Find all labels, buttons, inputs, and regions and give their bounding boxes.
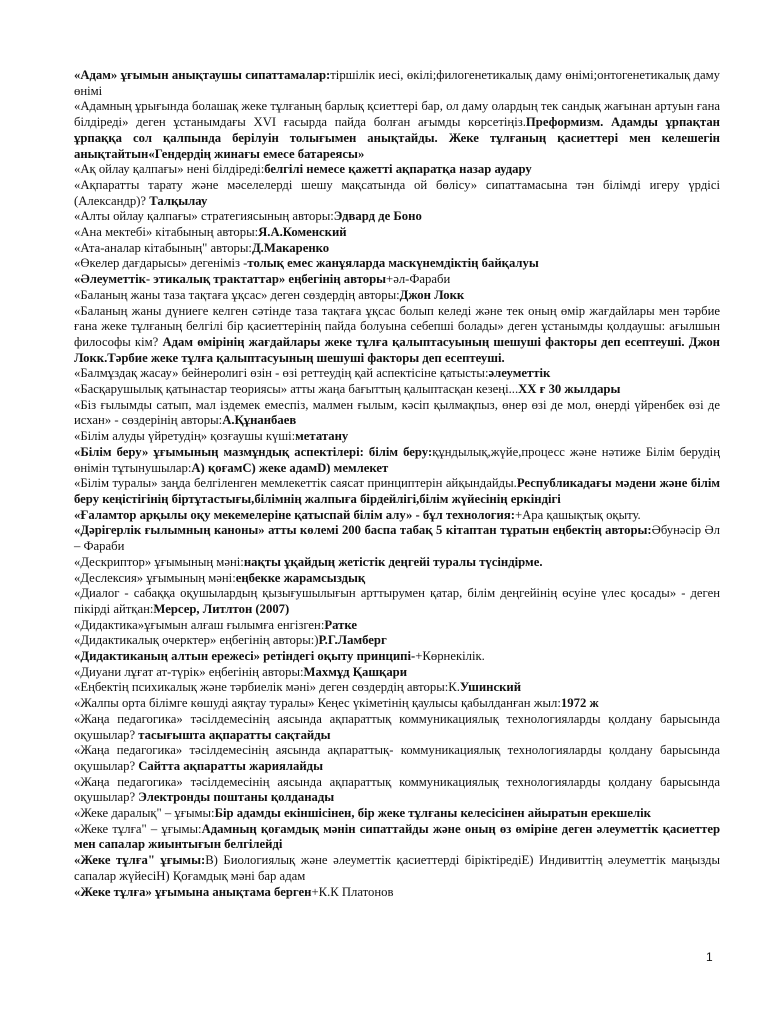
question-entry <box>74 429 720 445</box>
answer-text: «Әлеуметтік- этикалық трактаттар» еңбегінің авторы <box>74 272 387 287</box>
answer-text: Я.А.Коменский <box>258 225 347 240</box>
question-entry <box>74 885 720 901</box>
question-entry <box>74 366 720 382</box>
answer-text: Ратке <box>324 617 357 632</box>
question-entry <box>74 209 720 225</box>
question-text: «Ақпаратты тарату және мәселелерді шешу мақсатында ой бөлісу» сипаттамасына тән білімді игеру үрдісі (Александр)? <box>74 177 720 208</box>
question-text: «Ана мектебі» кітабының авторы: <box>74 225 259 240</box>
question-text: «Дескриптор» ұғымының мәні: <box>74 554 244 569</box>
question-text: құндылық,жүйе,процесс және нәтиже Білім берудің өнімін тұтынушылар: <box>74 444 721 475</box>
answer-text: Электронды поштаны қолданады <box>138 790 335 805</box>
question-entry <box>74 304 720 367</box>
answer-text: Адамның қоғамдық мәнін сипаттайды және оның өз өміріне деген әлеуметтік қасиеттер мен сапалар жиынтығын белгілейді <box>74 821 721 852</box>
question-text: «Ата-аналар кітабының" авторы: <box>74 240 252 255</box>
answer-text: Сайтта ақпаратты жариялайды <box>138 758 324 773</box>
question-entry <box>74 822 720 853</box>
question-entry <box>74 680 720 696</box>
answer-text: Махмұд Қашқари <box>303 664 408 679</box>
question-text: «Диуани лұғат ат-түрік» еңбегінің авторы: <box>74 664 304 679</box>
question-entry <box>74 476 720 507</box>
question-text: «Өкелер дағдарысы» дегеніміз - <box>74 256 248 271</box>
question-entry <box>74 241 720 257</box>
question-text: «Дидактика»ұғымын алғаш ғылымға енгізген: <box>74 617 325 632</box>
answer-text: тасығышта ақпаратты сақтайды <box>138 727 331 742</box>
question-text: «Жаңа педагогика» тәсілдемесінің аясында ақпараттық коммуникациялық технологияларды қолдану барысында оқушылар? <box>74 711 720 742</box>
question-text: +әл-Фараби <box>386 272 451 287</box>
question-entry <box>74 633 720 649</box>
question-entry <box>74 743 720 774</box>
answer-text: Ушинский <box>459 680 522 695</box>
question-text: +Көрнекілік. <box>415 649 485 664</box>
question-entry <box>74 162 720 178</box>
question-text: «Дидактикалық очерктер» еңбегінің авторы:) <box>74 633 319 648</box>
question-entry <box>74 555 720 571</box>
question-entry <box>74 178 720 209</box>
question-entry <box>74 68 720 99</box>
answer-text: Талқылау <box>149 193 208 208</box>
question-text: «Білім алуды үйретудің» қозғаушы күші: <box>74 429 296 444</box>
answer-text: белгілі немесе қажетті ақпаратқа назар аудару <box>264 162 532 177</box>
answer-text: нақты ұқайдың жетістік деңгейі туралы түсіндірме. <box>243 554 543 569</box>
question-entry <box>74 806 720 822</box>
page-number: 1 <box>706 950 713 964</box>
question-entry <box>74 99 720 162</box>
question-text: «Білім туралы» заңда белгіленген мемлекеттік саясат принциптерін айқындайды. <box>74 476 517 491</box>
question-entry <box>74 775 720 806</box>
answer-text: «Білім беру» ұғымының мазмұндық аспектілері: білім беру: <box>74 444 433 459</box>
question-entry <box>74 256 720 272</box>
answer-text: Адам өмірінің жағдайлары жеке тұлға қалыптасуының шешуші факторы деп есептеуші. Джон Локк.Тәрбие жеке тұлға қалыптасуының шешуші факторы деп есептеуші. <box>74 334 720 365</box>
question-text: «Алты ойлау қалпағы» стратегиясының авторы: <box>74 209 334 224</box>
question-entry <box>74 853 720 884</box>
answer-text: ХХ ғ 30 жылдары <box>518 382 621 397</box>
answer-text: «Жеке тұлға" ұғымы: <box>74 853 206 868</box>
answer-text: Эдвард де Боно <box>333 209 422 224</box>
answer-text: «Дәрігерлік ғылымның каноны» атты көлемі 200 баспа табақ 5 кітаптан тұратын еңбектің авторы: <box>74 523 652 538</box>
question-entry <box>74 618 720 634</box>
question-text: «Диалог - сабаққа оқушылардың қызығушылығын арттырумен қатар, білім деңгейінің өсуіне үлес қосады» - деген пікірді айтқан: <box>74 586 720 616</box>
answer-text: Р.Г.Ламберг <box>318 633 387 648</box>
question-entry <box>74 523 720 554</box>
question-text: «Еңбектің психикалық және тәрбиелік мәні» деген сөздердің авторы:К. <box>74 680 460 695</box>
question-entry <box>74 508 720 524</box>
question-entry <box>74 586 720 617</box>
answer-text: «Дидактиканың алтын ережесі» ретіндегі оқыту принципі- <box>74 649 416 664</box>
answer-text: метатану <box>295 429 349 444</box>
answer-text: Республикадағы мәдени және білім беру кеңістігінің біртұтастығы,білімнің жалпыға бірдейлігі,білім жүйесінің еркіндігі <box>74 476 720 506</box>
answer-text: 1972 ж <box>560 696 599 711</box>
question-text: +К.К Платонов <box>311 884 394 899</box>
question-text: «Біз ғылымды сатып, мал іздемек емеспіз, малмен ғылым, кәсіп қылмақпыз, өнер өзі де мол, өнерді үйренбек өзі де исхан» - сөздерінің авторы: <box>74 397 720 428</box>
question-text: тіршілік иесі, өкілі;филогенетикалық даму өнімі;онтогенетикалық даму өнімі <box>74 68 720 98</box>
question-entry <box>74 288 720 304</box>
question-entry <box>74 712 720 743</box>
answer-text: Мерсер, Литлтон (2007) <box>153 601 290 616</box>
answer-text: еңбекке жарамсыздық <box>235 570 366 585</box>
answer-text: А) қоғамС) жеке адамD) мемлекет <box>191 460 389 475</box>
question-entry <box>74 398 720 429</box>
question-text: «Жеке даралық" – ұғымы: <box>74 806 215 821</box>
answer-text: «Ғаламтор арқылы оқу мекемелеріне қатыспай білім алу» - бұл технология: <box>74 507 515 522</box>
question-text: «Баланың жаны таза тақтаға ұқсас» деген сөздердің авторы: <box>74 287 400 302</box>
question-entry <box>74 649 720 665</box>
answer-text: Д.Макаренко <box>251 240 330 255</box>
answer-text: «Жеке тұлға» ұғымына анықтама берген <box>74 884 312 899</box>
answer-text: «Адам» ұғымын анықтаушы сипаттамалар: <box>74 68 331 82</box>
answer-text: Преформизм. Адамды ұрпақтан ұрпаққа сол қалпында берілуін толығымен анықтайды. Жеке тұлғаның қасиеттері мен келешегін анықтайтын«Гендердің жинағы емесе батареясы» <box>74 115 720 161</box>
question-text: Әбунәсір Әл – Фараби <box>74 523 721 554</box>
question-entry <box>74 382 720 398</box>
question-text: «Адамның ұрығында болашақ жеке тұлғаның барлық қсиеттері бар, ол даму олардың тек сандық жағынан артуын ғана білдіреді» деген ұстанымдағы XVI ғасырда пайда болған ағымды көрсетіңіз. <box>74 99 720 130</box>
question-entry <box>74 225 720 241</box>
question-entry <box>74 571 720 587</box>
question-text: «Басқарушылық қатынастар теориясы» атты жаңа бағыттың қалыптасқан кезеңі... <box>74 382 519 397</box>
answer-text: толық емес жанұяларда маскүнемдіктің байқалуы <box>247 256 539 271</box>
question-text: «Деслексия» ұғымының мәні: <box>74 570 236 585</box>
answer-text: Бір адамды екіншісінен, бір жеке тұлғаны келесісінен айыратын ерекшелік <box>214 806 651 821</box>
document-body <box>74 68 720 900</box>
answer-text: А.Құнанбаев <box>222 413 297 428</box>
question-text: «Ақ ойлау қалпағы» нені білдіреді: <box>74 162 265 177</box>
question-text: «Жеке тұлға" – ұғымы: <box>74 821 202 836</box>
question-text: «Баланың жаны дүниеге келген сәтінде таза тақтаға ұқсас болып келеді және тек оның өмір жағдайлары мен тәрбие ғана жеке тұлғаның белгілі бір қасиеттерінің пайда болуына себепші болады» деген ұстанымды қолдаушы: ағылшын философы кім? <box>74 303 720 349</box>
question-entry <box>74 445 720 476</box>
answer-text: Джон Локк <box>399 287 465 302</box>
question-entry <box>74 665 720 681</box>
question-entry <box>74 696 720 712</box>
question-text: +Ара қашықтық оқыту. <box>514 507 641 522</box>
question-text: «Жаңа педагогика» тәсілдемесінің аясында ақпараттық коммуникациялық технологияларды қолдану барысында оқушылар? <box>74 774 720 805</box>
question-text: В) Биологиялық және әлеуметтік қасиеттерді біріктіредіЕ) Индивиттің әлеуметтік маңызды сапалар жүйесіН) Қоғамдық мәні бар адам <box>74 853 720 883</box>
question-text: «Жалпы орта білімге көшуді аяқтау туралы» Кеңес үкіметінің қаулысы қабылданған жыл: <box>74 696 561 711</box>
question-text: «Жаңа педагогика» тәсілдемесінің аясында ақпараттық- коммуникациялық технологияларды қолдану барысында оқушылар? <box>74 743 720 773</box>
question-entry <box>74 272 720 288</box>
question-text: «Балмұздақ жасау» бейнеролигі өзін - өзі реттеудің қай аспектісіне қатысты: <box>74 366 489 381</box>
answer-text: әлеуметтік <box>488 366 551 381</box>
